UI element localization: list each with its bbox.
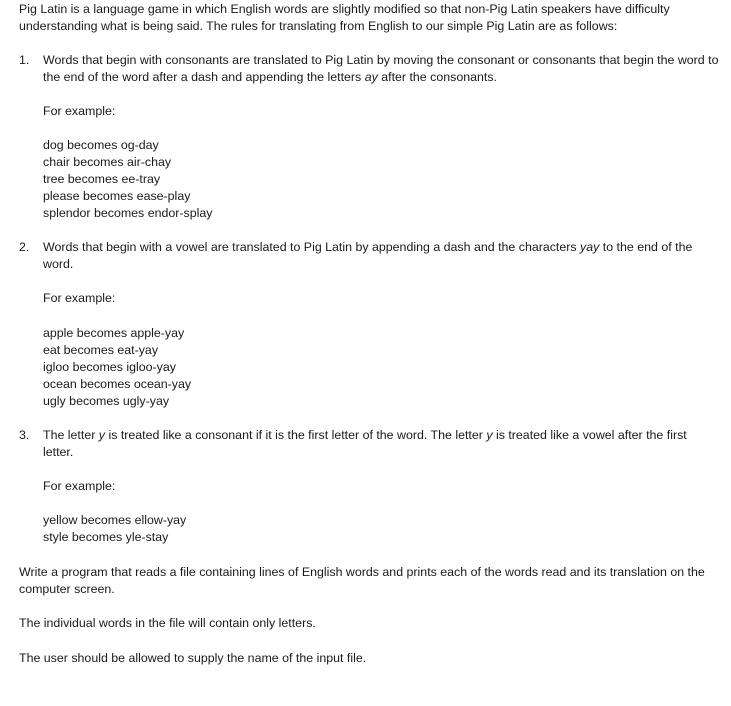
rule-text-part: to the end of the word. xyxy=(43,240,693,271)
example-item: ugly becomes ugly-yay xyxy=(43,394,170,408)
rule-emphasis: ay xyxy=(364,70,378,84)
rule-emphasis: y xyxy=(486,428,493,442)
rule-emphasis: y xyxy=(98,428,105,442)
rule-text xyxy=(43,239,719,273)
rule-text-part: Words that begin with a vowel are translated to Pig Latin by appending a dash and the characters xyxy=(43,240,581,254)
examples-list xyxy=(43,137,719,222)
example-item: style becomes yle-stay xyxy=(43,530,169,544)
example-label: For example: xyxy=(43,479,116,493)
rule-text-part: Words that begin with consonants are translated to Pig Latin by moving the consonant or consonants that begin the word to the end of the word after a dash and appending the letters xyxy=(43,53,719,84)
rule-item-2 xyxy=(19,239,719,410)
rule-text-part: is treated like a consonant if it is the first letter of the word. The letter xyxy=(105,428,487,442)
example-item: eat becomes eat-yay xyxy=(43,343,159,357)
rule-emphasis: yay xyxy=(580,240,600,254)
rules-list xyxy=(19,52,719,546)
examples-list xyxy=(43,512,719,546)
example-item: tree becomes ee-tray xyxy=(43,172,161,186)
examples-list xyxy=(43,325,719,410)
closing-paragraph: The individual words in the file will contain only letters. xyxy=(19,616,316,630)
example-item: splendor becomes endor-splay xyxy=(43,206,213,220)
rule-text-part: after the consonants. xyxy=(377,70,497,84)
rule-item-1 xyxy=(19,52,719,222)
rule-text-part: is treated like a vowel after the first letter. xyxy=(43,428,687,459)
rule-number: 1. xyxy=(19,53,30,67)
example-item: please becomes ease-play xyxy=(43,189,191,203)
example-item: igloo becomes igloo-yay xyxy=(43,360,176,374)
closing-paragraph: Write a program that reads a file containing lines of English words and prints each of the words read and its translation on the computer screen. xyxy=(19,565,705,596)
example-label: For example: xyxy=(43,291,116,305)
rule-text-part: The letter xyxy=(43,428,99,442)
example-item: ocean becomes ocean-yay xyxy=(43,377,192,391)
example-item: apple becomes apple-yay xyxy=(43,326,185,340)
rule-text xyxy=(43,52,719,86)
example-label: For example: xyxy=(43,104,116,118)
rule-item-3 xyxy=(19,427,719,546)
example-item: chair becomes air-chay xyxy=(43,155,172,169)
rule-number: 2. xyxy=(19,240,30,254)
intro-paragraph: Pig Latin is a language game in which English words are slightly modified so that non-Pig Latin speakers have difficulty understanding what is being said. The rules for translating from English to our simple Pig Latin are as follows: xyxy=(19,2,670,33)
document-page xyxy=(19,0,719,667)
rule-text xyxy=(43,427,719,461)
example-item: dog becomes og-day xyxy=(43,138,159,152)
example-item: yellow becomes ellow-yay xyxy=(43,513,187,527)
closing-paragraph: The user should be allowed to supply the name of the input file. xyxy=(19,651,367,665)
rule-number: 3. xyxy=(19,428,30,442)
